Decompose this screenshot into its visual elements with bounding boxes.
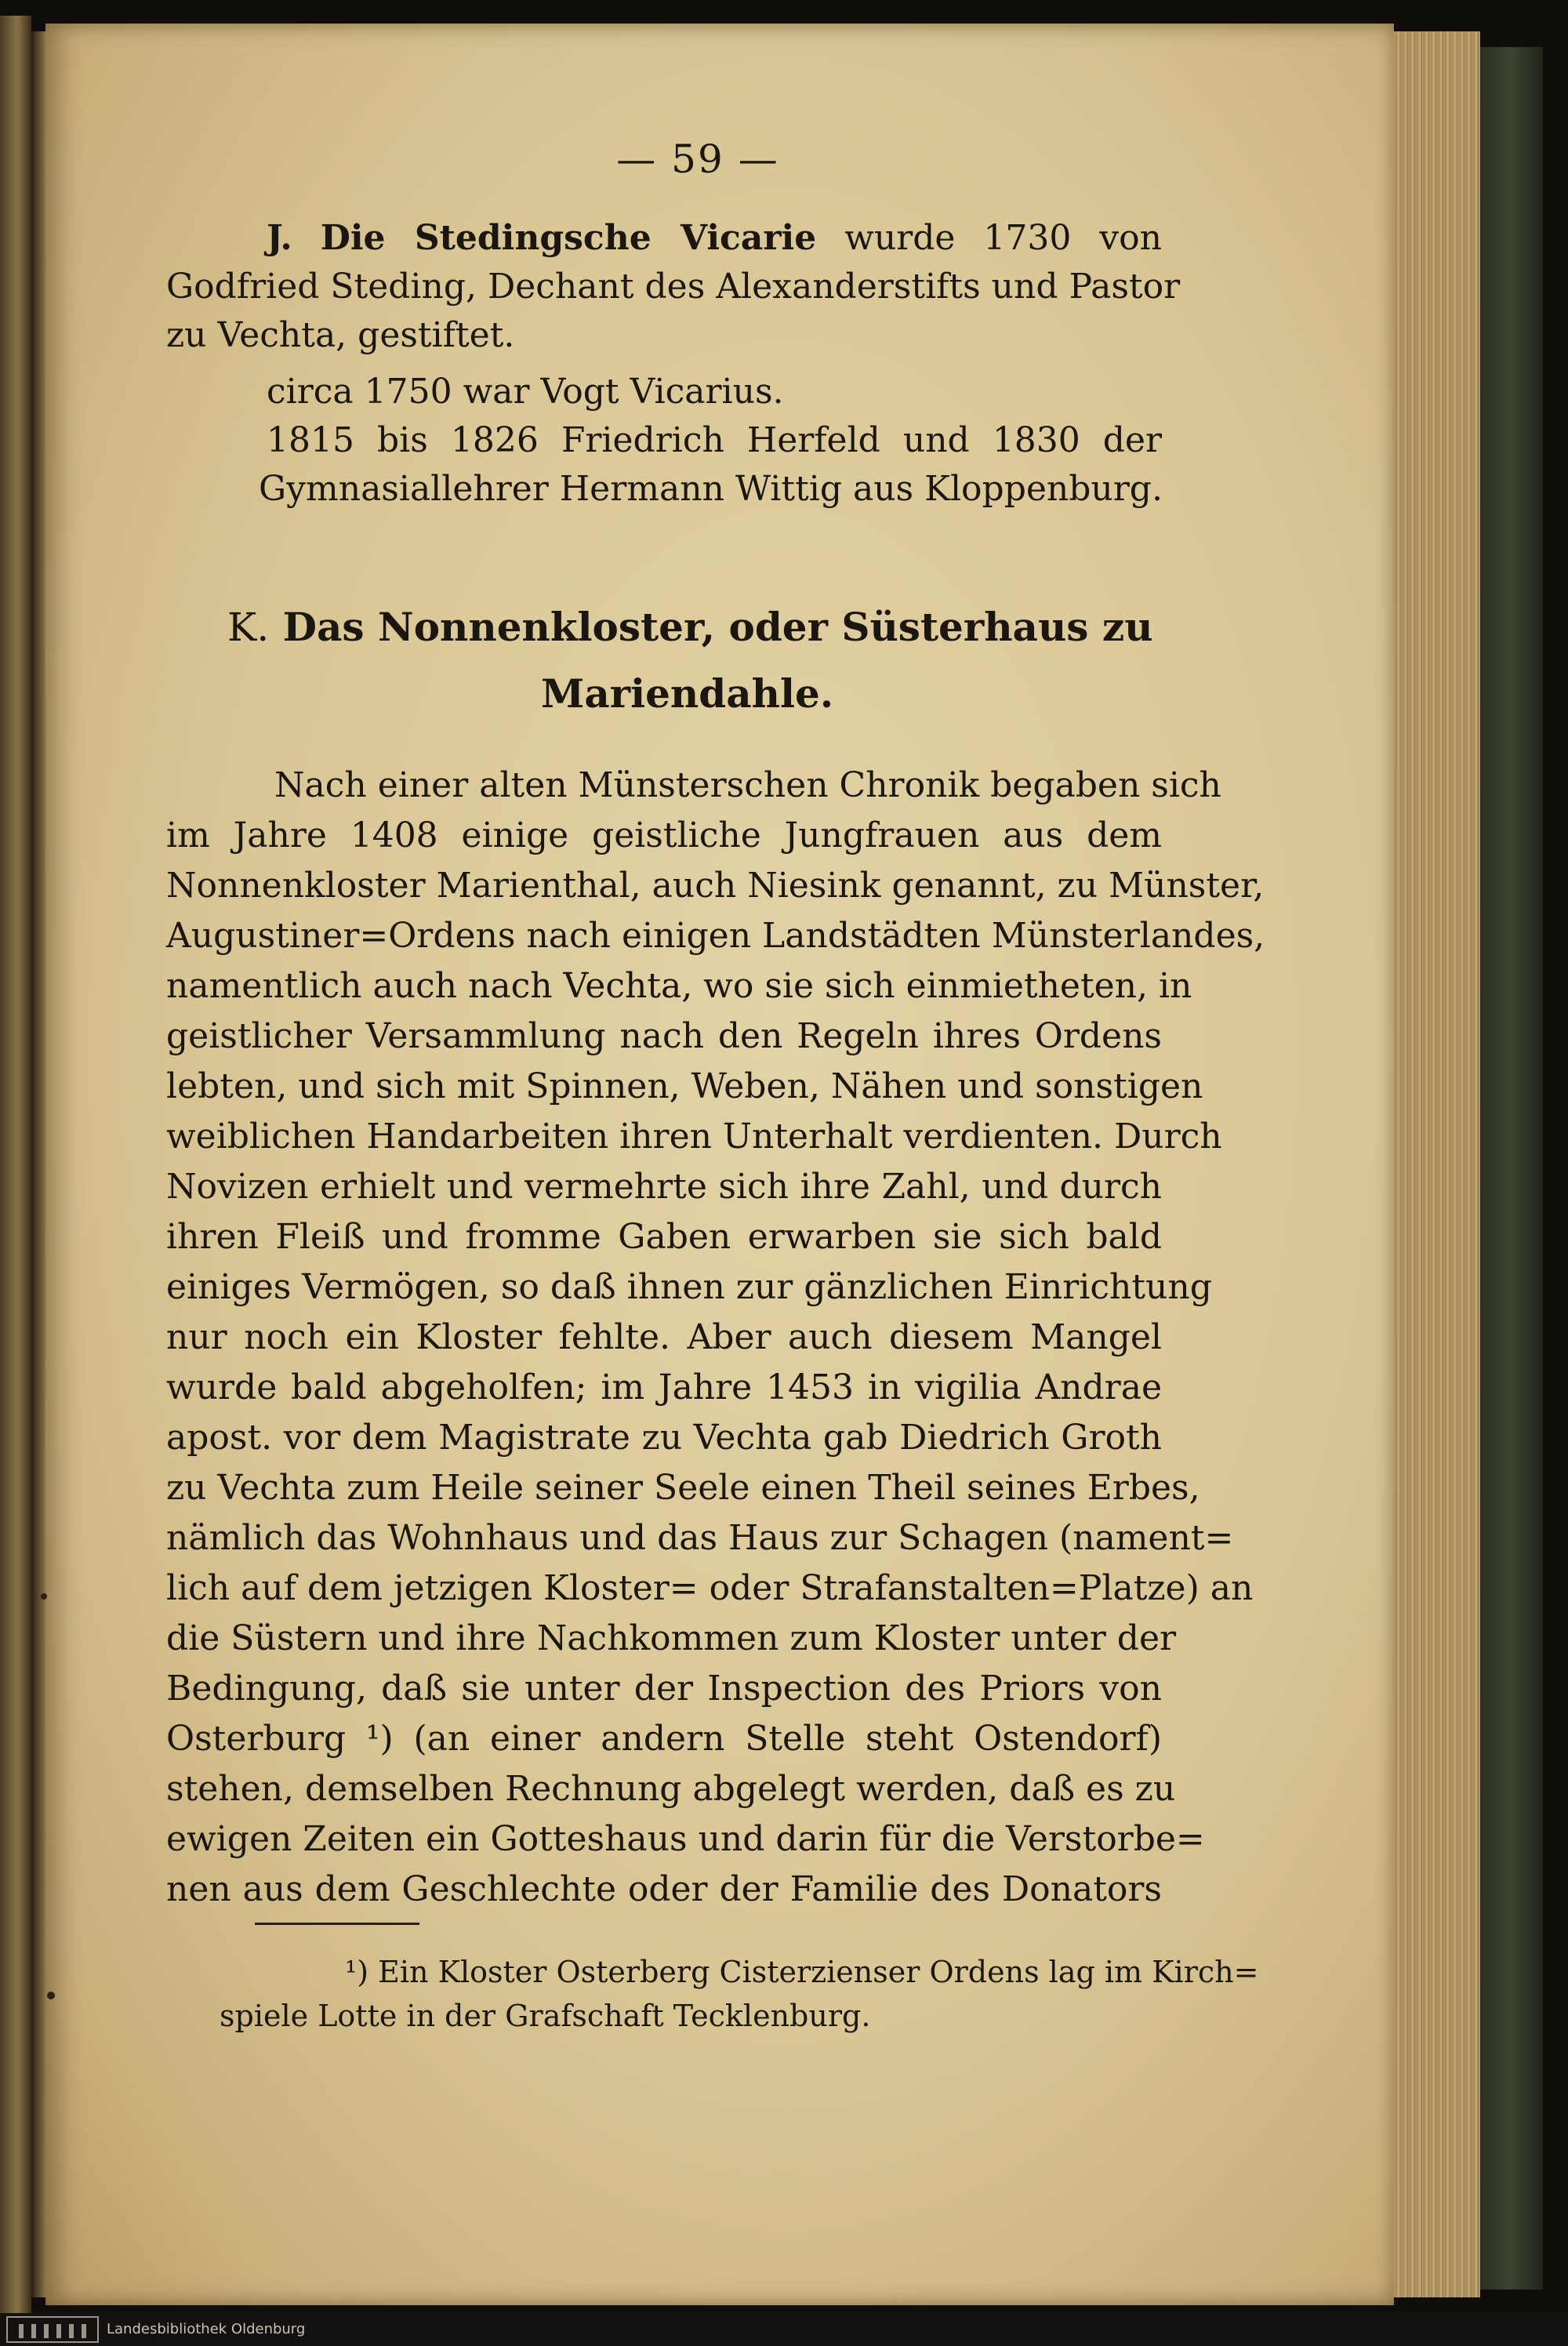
section-j-line: circa 1750 war Vogt Vicarius. <box>267 372 784 412</box>
footnote-line: spiele Lotte in der Grafschaft Tecklenburg. <box>220 1999 871 2033</box>
body-line: Novizen erhielt und vermehrte sich ihre Zahl, und durch <box>166 1167 1162 1207</box>
body-line: Nach einer alten Münsterschen Chronik begaben sich <box>274 765 1221 805</box>
library-building-icon <box>6 2316 99 2343</box>
section-j-line: zu Vechta, gestiftet. <box>166 315 515 355</box>
footnote-rule <box>255 1923 419 1925</box>
section-k-label: K. <box>227 605 270 650</box>
body-line: nämlich das Wohnhaus und das Haus zur Schagen (nament= <box>166 1518 1234 1558</box>
library-name: Landesbibliothek Oldenburg <box>107 2321 306 2337</box>
section-j-line: 1815 bis 1826 Friedrich Herfeld und 1830 der <box>267 420 1162 460</box>
body-line: Bedingung, daß sie unter der Inspection des Priors von <box>166 1669 1162 1709</box>
section-j-title: Die Stedingsche Vicarie <box>320 218 817 258</box>
section-j-text: wurde 1730 von <box>844 218 1162 258</box>
page-stack-edge <box>1394 31 1480 2297</box>
margin-mark <box>47 1992 55 1999</box>
body-line: ihren Fleiß und fromme Gaben erwarben sie sich bald <box>166 1217 1162 1257</box>
book-cover-edge <box>1480 47 1543 2290</box>
body-line: Augustiner=Ordens nach einigen Landstädten Münsterlandes, <box>166 916 1265 956</box>
body-line: weiblichen Handarbeiten ihren Unterhalt verdienten. Durch <box>166 1117 1222 1157</box>
body-line: lebten, und sich mit Spinnen, Weben, Nähen und sonstigen <box>166 1066 1203 1106</box>
footnote-line: ¹) Ein Kloster Osterberg Cisterzienser Ordens lag im Kirch= <box>345 1955 1259 1989</box>
library-footer <box>0 2313 1568 2346</box>
left-page-edge <box>0 16 31 2313</box>
body-line: ewigen Zeiten ein Gotteshaus und darin für die Verstorbe= <box>166 1819 1205 1859</box>
section-j-line: Godfried Steding, Dechant des Alexanderstifts und Pastor <box>166 267 1181 307</box>
body-line: nur noch ein Kloster fehlte. Aber auch diesem Mangel <box>166 1317 1162 1357</box>
body-line: namentlich auch nach Vechta, wo sie sich einmietheten, in <box>166 966 1192 1006</box>
body-line: geistlicher Versammlung nach den Regeln ihres Ordens <box>166 1016 1162 1056</box>
body-line: zu Vechta zum Heile seiner Seele einen Theil seines Erbes, <box>166 1468 1200 1508</box>
section-j-line: Gymnasiallehrer Hermann Wittig aus Kloppenburg. <box>259 469 1163 509</box>
section-j-label: J. <box>267 218 292 258</box>
body-line: wurde bald abgeholfen; im Jahre 1453 in vigilia Andrae <box>166 1367 1162 1407</box>
section-k-subtitle: Mariendahle. <box>541 670 834 717</box>
body-line: im Jahre 1408 einige geistliche Jungfrauen aus dem <box>166 815 1162 855</box>
body-line: stehen, demselben Rechnung abgelegt werden, daß es zu <box>166 1769 1176 1809</box>
page-number: — 59 — <box>616 136 779 182</box>
body-line: Osterburg ¹) (an einer andern Stelle steht Ostendorf) <box>166 1719 1162 1759</box>
section-k-heading <box>227 604 1153 650</box>
body-line: Nonnenkloster Marienthal, auch Niesink genannt, zu Münster, <box>166 866 1265 906</box>
margin-mark <box>41 1593 47 1600</box>
body-line: apost. vor dem Magistrate zu Vechta gab Diedrich Groth <box>166 1418 1162 1458</box>
body-line: lich auf dem jetzigen Kloster= oder Strafanstalten=Platze) an <box>166 1568 1254 1608</box>
body-line: die Süstern und ihre Nachkommen zum Kloster unter der <box>166 1618 1177 1658</box>
body-line: einiges Vermögen, so daß ihnen zur gänzlichen Einrichtung <box>166 1267 1212 1307</box>
section-j-line <box>267 218 1162 258</box>
body-line: nen aus dem Geschlechte oder der Familie des Donators <box>166 1869 1162 1909</box>
section-k-title: Das Nonnenkloster, oder Süsterhaus zu <box>282 604 1153 650</box>
